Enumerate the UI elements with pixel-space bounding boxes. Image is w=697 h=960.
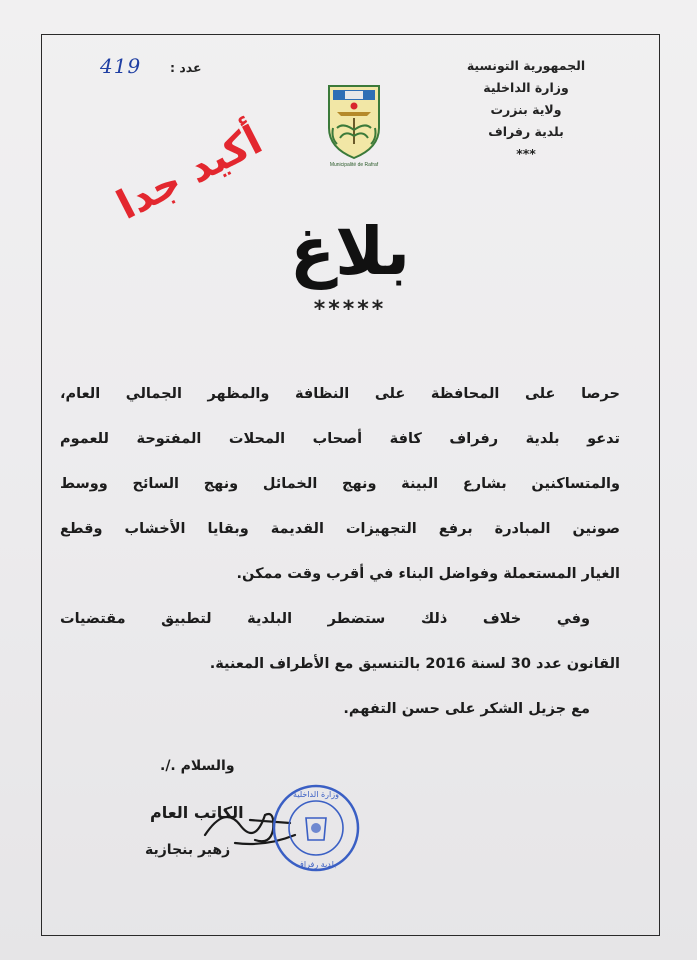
letterhead-line: ولاية بنزرت [490,102,562,117]
closing-salutation: والسلام ./. [160,758,235,774]
seal-text-top: وزارة الداخلية [293,790,339,799]
body-line: والمتساكنين بشارع البينة ونهج الخمائل ونهج السائح ووسط [60,476,620,492]
signatory-name: زهير بنجازية [145,842,231,858]
notice-body [60,372,620,732]
municipality-crest-icon [323,78,385,168]
document-title: بلاغ [290,213,410,290]
body-line: حرصا على المحافظة على النظافة والمظهر الجمالي العام، [60,386,620,402]
body-line: تدعو بلدية رفراف كافة أصحاب المحلات المفتوحة للعموم [60,431,620,447]
body-line: صونين المبادرة برفع التجهيزات القديمة وبقايا الأخشاب وقطع [60,521,620,537]
logo-caption: Municipalité de Rafraf [329,162,379,168]
official-seal-icon [270,782,362,874]
letterhead-line: الجمهورية التونسية [466,58,586,73]
letterhead-line: *** [516,146,536,161]
letterhead [451,55,601,165]
body-line: مع جزيل الشكر على حسن التفهم. [343,701,590,717]
reference-label: عدد : [170,60,202,75]
body-line: القانون عدد 30 لسنة 2016 بالتنسيق مع الأطراف المعنية. [209,656,620,672]
letterhead-line: وزارة الداخلية [483,80,569,95]
body-line: الغيار المستعملة وفواضل البناء في أقرب وقت ممكن. [236,566,620,582]
title-separator: ***** [313,297,387,322]
body-line: وفي خلاف ذلك ستضطر البلدية لتطبيق مقتضيات [60,611,590,627]
signatory-title: الكاتب العام [150,803,244,822]
urgent-stamp: أكيد جدا [109,117,270,229]
seal-text-bottom: بلدية رفراف [295,860,337,869]
letterhead-line: بلدية رفراف [488,124,564,139]
reference-number: 419 [100,54,142,78]
